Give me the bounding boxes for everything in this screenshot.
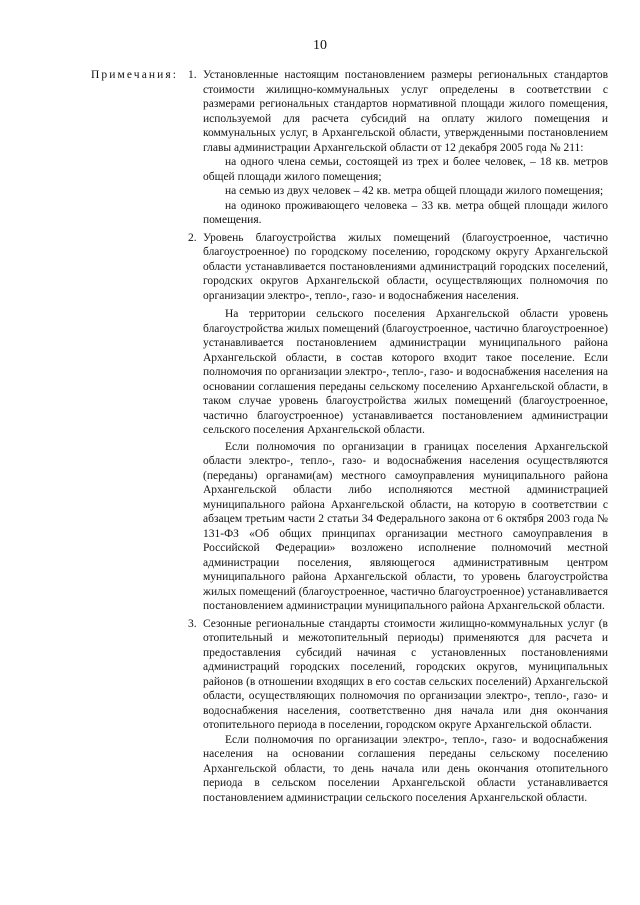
note-paragraph: Сезонные региональные стандарты стоимости жилищно-коммунальных услуг (в отопительный и межотопительный периоды) применяются для расчета и предоставления субсидий начиная с установленных постановлениями администраций городских поселений, городских округов, муниципальных районов (в отношении входящих в его состав сельских поселений) Архангельской области, осуществляющих полномочия по организации электро-, тепло-, газо- и водоснабжения населения, соответственно дня начала или дня окончания отопительного периода в поселении, городском округе Архангельской области. [203, 617, 608, 731]
note-paragraph: Уровень благоустройства жилых помещений (благоустроенное, частично благоустроенное) по городскому поселению, городскому округу Архангельской области устанавливается постановлениями администраций городских поселений, городских округов Архангельской области, осуществляющих полномочия по организации электро-, тепло-, газо- и водоснабжения населения. [203, 231, 608, 302]
note-2 [188, 231, 608, 614]
note-paragraph: на семью из двух человек – 42 кв. метра общей площади жилого помещения; [225, 185, 604, 197]
note-paragraph: Установленные настоящим постановлением размеры региональных стандартов стоимости жилищно-коммунальных услуг определены в соответствии с размерами региональных стандартов нормативной площади жилого помещения, используемой для расчета субсидий на оплату жилого помещения и коммунальных услуг, в Архангельской области, утвержденными постановлением главы администрации Архангельской области от 12 декабря 2005 года № 211: [203, 69, 608, 154]
note-paragraph: на одного члена семьи, состоящей из трех и более человек, – 18 кв. метров общей площади жилого помещения; [203, 156, 608, 183]
note-paragraph: на одиноко проживающего человека – 33 кв. метра общей площади жилого помещения. [203, 199, 608, 226]
notes-label: Примечания: [91, 69, 179, 81]
note-number: 1. [188, 69, 197, 81]
notes-list [188, 68, 608, 805]
note-number: 2. [188, 231, 197, 244]
note-paragraph: Если полномочия по организации электро-, тепло-, газо- и водоснабжения населения на основании соглашения переданы сельскому поселению Архангельской области, то день начала или день окончания отопительного периода в сельском поселении Архангельской области устанавливается постановлением администрации сельского поселения Архангельской области. [203, 733, 608, 804]
note-paragraph: На территории сельского поселения Архангельской области уровень благоустройства жилых помещений (благоустроенное, частично благоустроенное) устанавливается постановлением администрации муниципального района Архангельской области, в состав которого входит такое поселение. Если полномочия по организации электро-, тепло-, газо- и водоснабжения населения на основании соглашения переданы сельскому поселению Архангельской области, в таком случае уровень благоустройства жилых помещений (благоустроенное, частично благоустроенное) устанавливается постановлением администрации сельского поселения Архангельской области. [203, 308, 608, 436]
page-number: 10 [313, 38, 327, 53]
note-1 [188, 68, 608, 228]
note-3 [188, 617, 608, 806]
note-number: 3. [188, 617, 197, 630]
note-paragraph: Если полномочия по организации в границах поселения Архангельской области электро-, тепло-, газо- и водоснабжения населения осуществляются (переданы) органами(ам) местного самоуправления муниципального района Архангельской области либо исполняются местной администрацией муниципального района Архангельской области, на которую в соответствии с абзацем третьим части 2 статьи 34 Федерального закона от 6 октября 2003 года № 131-ФЗ «Об общих принципах организации местного самоуправления в Российской Федерации» возложено исполнение полномочий местной администрации поселения, являющегося административным центром муниципального района Архангельской области, то уровень благоустройства жилых помещений (благоустроенное, частично благоустроенное) устанавливается постановлением администрации муниципального района Архангельской области. [203, 440, 608, 612]
